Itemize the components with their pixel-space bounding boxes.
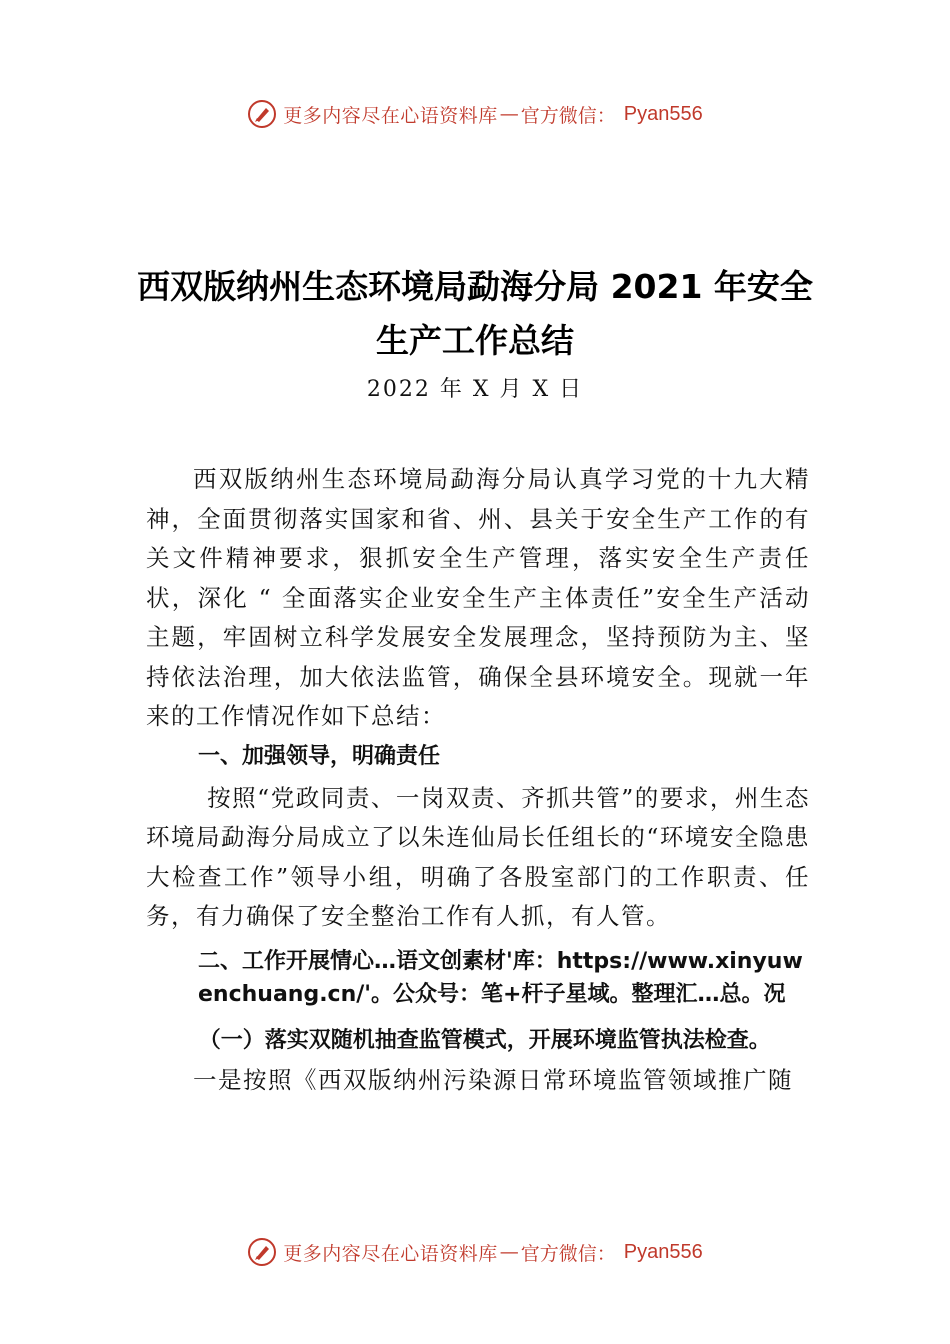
intro-paragraph: 西双版纳州生态环境局勐海分局认真学习党的十九大精神，全面贯彻落实国家和省、州、县关于安全生产工作的有关文件精神要求，狠抓安全生产管理，落实安全生产责任状，深化 “ 全面落实企业安全生产主体责任”安全生产活动主题，牢固树立科学发展安全发展理念，坚持预防为主、坚持依法治理，加大依法监管，确保全县环境安全。现就一年来的工作情况作如下总结： [146, 465, 810, 730]
watermark-separator: — [499, 1241, 519, 1263]
watermark-wechat-label: 官方微信： [520, 1242, 616, 1265]
subsection1-heading: （一）落实双随机抽查监管模式，开展环境监管执法检查。 [198, 1027, 771, 1053]
document-body [146, 460, 810, 1100]
pen-nib-logo-icon [247, 1237, 277, 1267]
watermark-wechat-label: 官方微信： [520, 104, 616, 127]
watermark-header [0, 94, 950, 134]
watermark-wechat-id: Pyan556 [623, 102, 703, 125]
section1-heading: 一、加强领导，明确责任 [198, 743, 441, 769]
watermark-footer [0, 1232, 950, 1272]
section2-heading: 二、工作开展情心…语文创素材'库：https://www.xinyuwenchuang.cn/'。公众号：笔+杆子星域。整理汇…总。况 [198, 948, 803, 1007]
watermark-wechat-id: Pyan556 [623, 1240, 703, 1263]
pen-nib-logo-icon [247, 99, 277, 129]
document-title: 西双版纳州生态环境局勐海分局 2021 年安全生产工作总结 [137, 267, 813, 360]
watermark-brand: 更多内容尽在心语资料库 [283, 104, 498, 127]
watermark-separator: — [499, 103, 519, 125]
watermark-brand: 更多内容尽在心语资料库 [283, 1242, 498, 1265]
subsection1-paragraph: 一是按照《西双版纳州污染源日常环境监管领域推广随 [193, 1065, 793, 1094]
document-date: 2022 年 X 月 X 日 [366, 377, 584, 402]
section1-paragraph: 按照“党政同责、一岗双责、齐抓共管”的要求，州生态环境局勐海分局成立了以朱连仙局长任组长的“环境安全隐患大检查工作”领导小组，明确了各股室部门的工作职责、任务，有力确保了安全整治工作有人抓，有人管。 [146, 783, 810, 930]
